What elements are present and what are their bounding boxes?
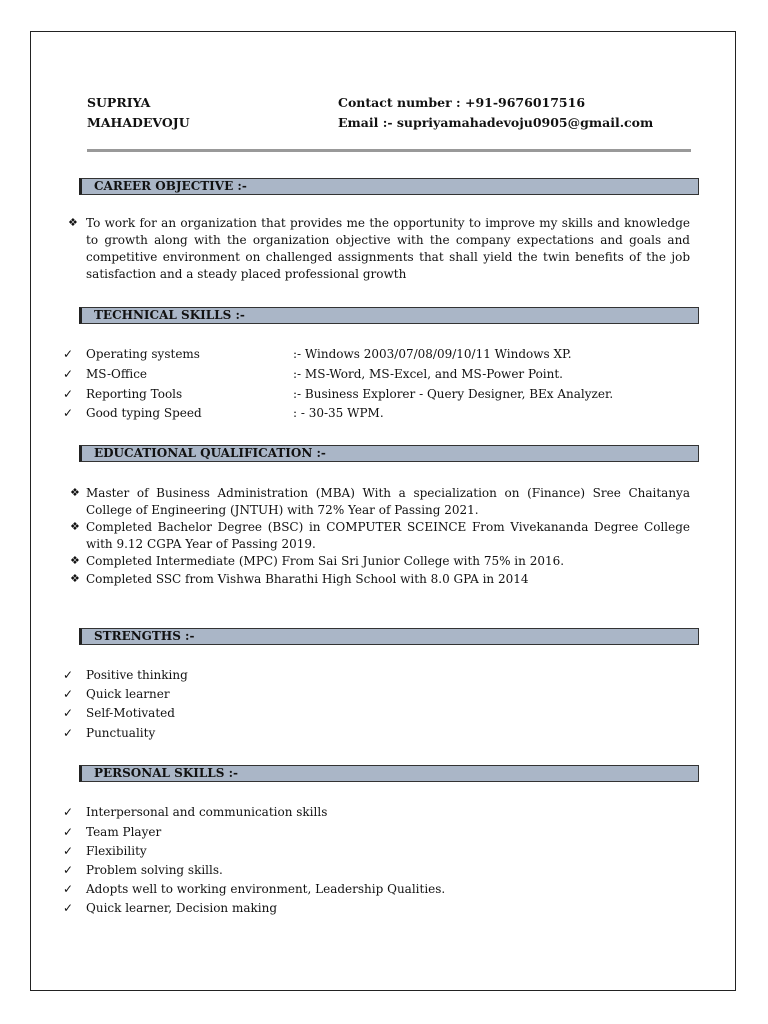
diamond-bullet-icon: ❖: [70, 572, 80, 585]
resume-page: [30, 31, 736, 991]
check-icon: ✓: [63, 668, 74, 682]
personal-skill-item: Team Player: [86, 825, 162, 839]
section-personal-skills: [79, 765, 699, 782]
diamond-bullet-icon: ❖: [68, 216, 78, 229]
personal-skill-item: Adopts well to working environment, Leadership Qualities.: [86, 882, 446, 896]
section-title: TECHNICAL SKILLS :-: [94, 308, 245, 322]
personal-skill-item: Flexibility: [86, 844, 147, 858]
tech-skill-value: :- Windows 2003/07/08/09/10/11 Windows XP.: [293, 347, 572, 361]
strength-item: Quick learner: [86, 687, 170, 701]
section-title: PERSONAL SKILLS :-: [94, 766, 238, 780]
education-item: Completed Bachelor Degree (BSC) in COMPUTER SCEINCE From Vivekananda Degree College with 9.12 CGPA Year of Passing 2019.: [86, 520, 690, 551]
career-objective-text: To work for an organization that provides me the opportunity to improve my skills and knowledge to growth along with the organization objective with the company expectations and goals and competitive environment on challenged assignments that shall yield the twin benefits of the job satisfaction and a steady placed professional growth: [86, 216, 690, 281]
check-icon: ✓: [63, 901, 74, 915]
diamond-bullet-icon: ❖: [70, 554, 80, 567]
tech-skill-value: :- Business Explorer - Query Designer, BEx Analyzer.: [293, 387, 614, 401]
check-icon: ✓: [63, 406, 74, 420]
tech-skill-value: :- MS-Word, MS-Excel, and MS-Power Point.: [293, 367, 563, 381]
check-icon: ✓: [63, 387, 74, 401]
education-item: Master of Business Administration (MBA) With a specialization on (Finance) Sree Chaitanya College of Engineering (JNTUH) with 72% Year of Passing 2021.: [86, 486, 690, 517]
check-icon: ✓: [63, 825, 74, 839]
section-title: EDUCATIONAL QUALIFICATION :-: [94, 446, 326, 460]
check-icon: ✓: [63, 805, 74, 819]
diamond-bullet-icon: ❖: [70, 486, 80, 499]
diamond-bullet-icon: ❖: [70, 520, 80, 533]
section-technical-skills: [79, 307, 699, 324]
section-educational-qualification: [79, 445, 699, 462]
contact-number: Contact number : +91-9676017516: [338, 95, 586, 110]
check-icon: ✓: [63, 706, 74, 720]
name-first: SUPRIYA: [87, 95, 151, 110]
check-icon: ✓: [63, 726, 74, 740]
check-icon: ✓: [63, 367, 74, 381]
tech-skill-label: MS-Office: [86, 367, 148, 381]
tech-skill-value: : - 30-35 WPM.: [293, 406, 384, 420]
email-address: Email :- supriyamahadevoju0905@gmail.com: [338, 115, 654, 130]
tech-skill-label: Reporting Tools: [86, 387, 183, 401]
strength-item: Self-Motivated: [86, 706, 175, 720]
check-icon: ✓: [63, 687, 74, 701]
education-item: Completed Intermediate (MPC) From Sai Sri Junior College with 75% in 2016.: [86, 554, 565, 568]
section-title: STRENGTHS :-: [94, 629, 195, 643]
tech-skill-label: Good typing Speed: [86, 406, 202, 420]
strength-item: Positive thinking: [86, 668, 188, 682]
check-icon: ✓: [63, 882, 74, 896]
section-career-objective: [79, 178, 699, 195]
tech-skill-label: Operating systems: [86, 347, 200, 361]
personal-skill-item: Problem solving skills.: [86, 863, 223, 877]
check-icon: ✓: [63, 844, 74, 858]
education-item: Completed SSC from Vishwa Bharathi High School with 8.0 GPA in 2014: [86, 572, 529, 586]
check-icon: ✓: [63, 347, 74, 361]
check-icon: ✓: [63, 863, 74, 877]
personal-skill-item: Interpersonal and communication skills: [86, 805, 328, 819]
header-divider: [87, 149, 691, 152]
section-strengths: [79, 628, 699, 645]
strength-item: Punctuality: [86, 726, 156, 740]
name-last: MAHADEVOJU: [87, 115, 190, 130]
personal-skill-item: Quick learner, Decision making: [86, 901, 278, 915]
section-title: CAREER OBJECTIVE :-: [94, 179, 247, 193]
